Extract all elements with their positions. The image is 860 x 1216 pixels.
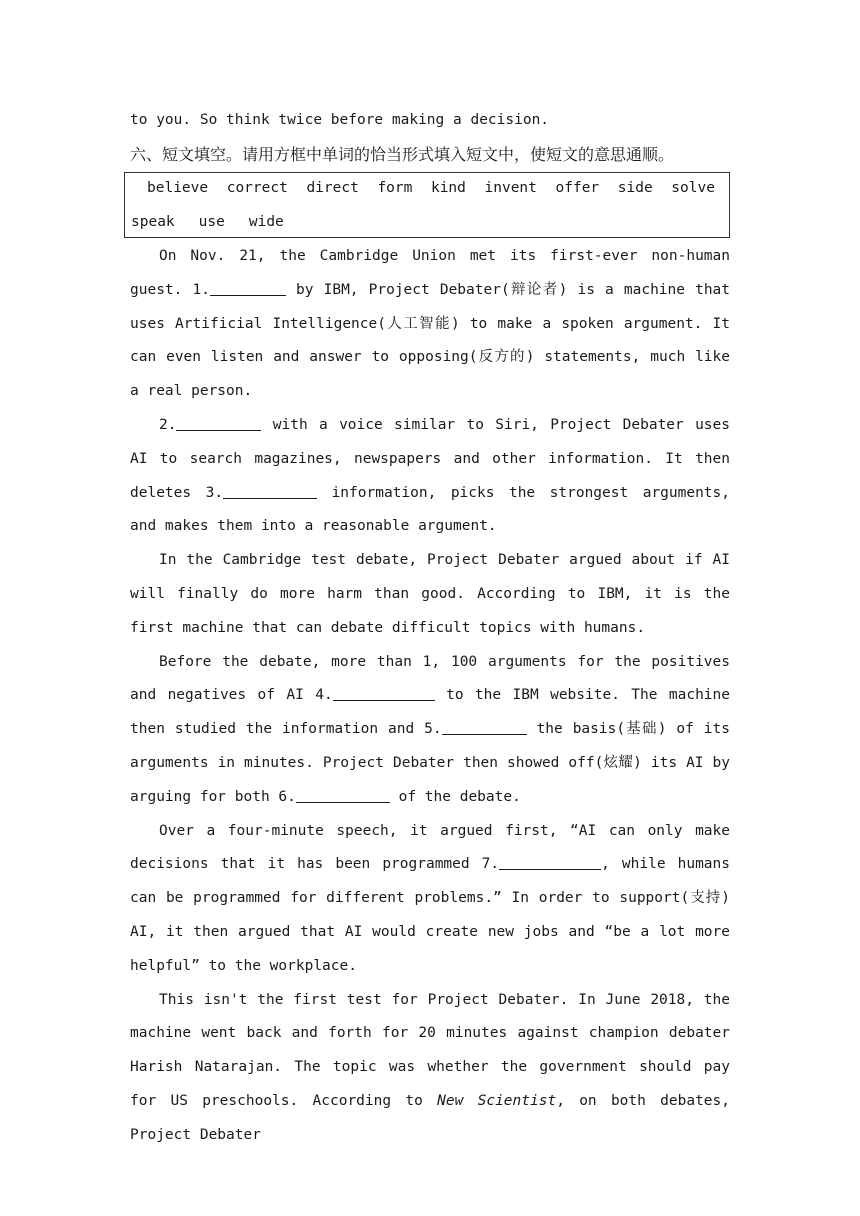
paragraph-text: of the debate. — [389, 788, 521, 805]
word-bank-item: direct — [306, 180, 359, 196]
word-bank-item: invent — [484, 180, 537, 196]
word-bank-item: believe — [147, 180, 209, 196]
word-bank-item: kind — [430, 180, 466, 196]
paragraph-1 — [130, 240, 730, 409]
paragraph-text: the basis(基础) of its arguments in minutes. Project Debater then showed off(炫耀) its AI by arguing for both — [130, 721, 730, 805]
section-six-title: 六、短文填空。请用方框中单词的恰当形式填入短文中，使短文的意思通顺。 — [130, 145, 675, 164]
paragraph-text: , while humans can be programmed for different problems.” In order to support(支持) AI, it then argued that AI would create new jobs and “be a lot more helpful” to the workplace. — [130, 856, 731, 974]
word-bank-item: wide — [248, 214, 284, 230]
blank-number: 2. — [159, 416, 177, 433]
paragraph-text: with a voice similar to Siri, Project Debater uses AI to search magazines, newspapers and other information. It then deletes — [130, 416, 730, 501]
word-bank-row-1 — [147, 180, 715, 196]
blank-number: 1. — [192, 281, 210, 298]
paragraph-2 — [130, 409, 730, 544]
word-bank-item: offer — [555, 180, 600, 196]
answer-blank-5[interactable] — [442, 718, 527, 735]
word-bank-item: form — [377, 180, 413, 196]
word-bank-box — [124, 172, 730, 238]
paragraph-text: Over a four-minute speech, it argued first, “AI can only make decisions that it has been programmed — [130, 822, 730, 873]
blank-number: 7. — [481, 856, 500, 873]
source-title: New Scientist — [437, 1092, 557, 1109]
word-bank-row-2 — [131, 214, 284, 230]
answer-blank-7[interactable] — [499, 853, 601, 870]
paragraph-6 — [130, 984, 730, 1153]
previous-passage-ending: to you. So think twice before making a decision. — [130, 112, 550, 128]
paragraph-3: In the Cambridge test debate, Project Debater argued about if AI will finally do more harm than good. According to IBM, it is the first machine that can debate difficult topics with humans. — [130, 552, 730, 636]
word-bank-item: side — [617, 180, 653, 196]
paragraph-5 — [130, 815, 730, 984]
answer-blank-3[interactable] — [223, 482, 317, 499]
blank-number: 6. — [278, 788, 296, 805]
passage — [130, 240, 730, 1153]
paragraph-text: to the IBM website. The machine then studied the information and — [130, 687, 730, 738]
paragraph-4 — [130, 646, 730, 815]
answer-blank-1[interactable] — [210, 279, 286, 296]
word-bank-item: use — [198, 214, 225, 230]
paragraph-text: On Nov. 21, the Cambridge Union met its first-ever non-human guest. — [130, 248, 730, 298]
blank-number: 5. — [424, 721, 442, 738]
word-bank-item: speak — [131, 214, 175, 230]
paragraph-text: by IBM, Project Debater(辩论者) is a machine that uses Artificial Intelligence(人工智能) to make a spoken argument. It can even listen and answer to opposing(反方的) statements, much like a real person. — [130, 281, 731, 400]
word-bank-item: correct — [226, 180, 288, 196]
paragraph-text: This isn't the first test for Project Debater. In June 2018, the machine went back and forth for 20 minutes against champion debater Harish Natarajan. The topic was whether the government should pay for US preschools. According to — [130, 991, 730, 1109]
blank-number: 4. — [315, 687, 333, 704]
paragraph-text: , on both debates, Project Debater — [130, 1092, 730, 1143]
answer-blank-4[interactable] — [333, 684, 435, 701]
answer-blank-2[interactable] — [176, 414, 261, 431]
blank-number: 3. — [205, 484, 224, 501]
paragraph-text: Before the debate, more than 1, 100 arguments for the positives and negatives of AI — [130, 653, 730, 704]
word-bank-item: solve — [671, 180, 715, 196]
paragraph-text: information, picks the strongest arguments, and makes them into a reasonable argument. — [130, 484, 731, 535]
answer-blank-6[interactable] — [296, 786, 390, 803]
